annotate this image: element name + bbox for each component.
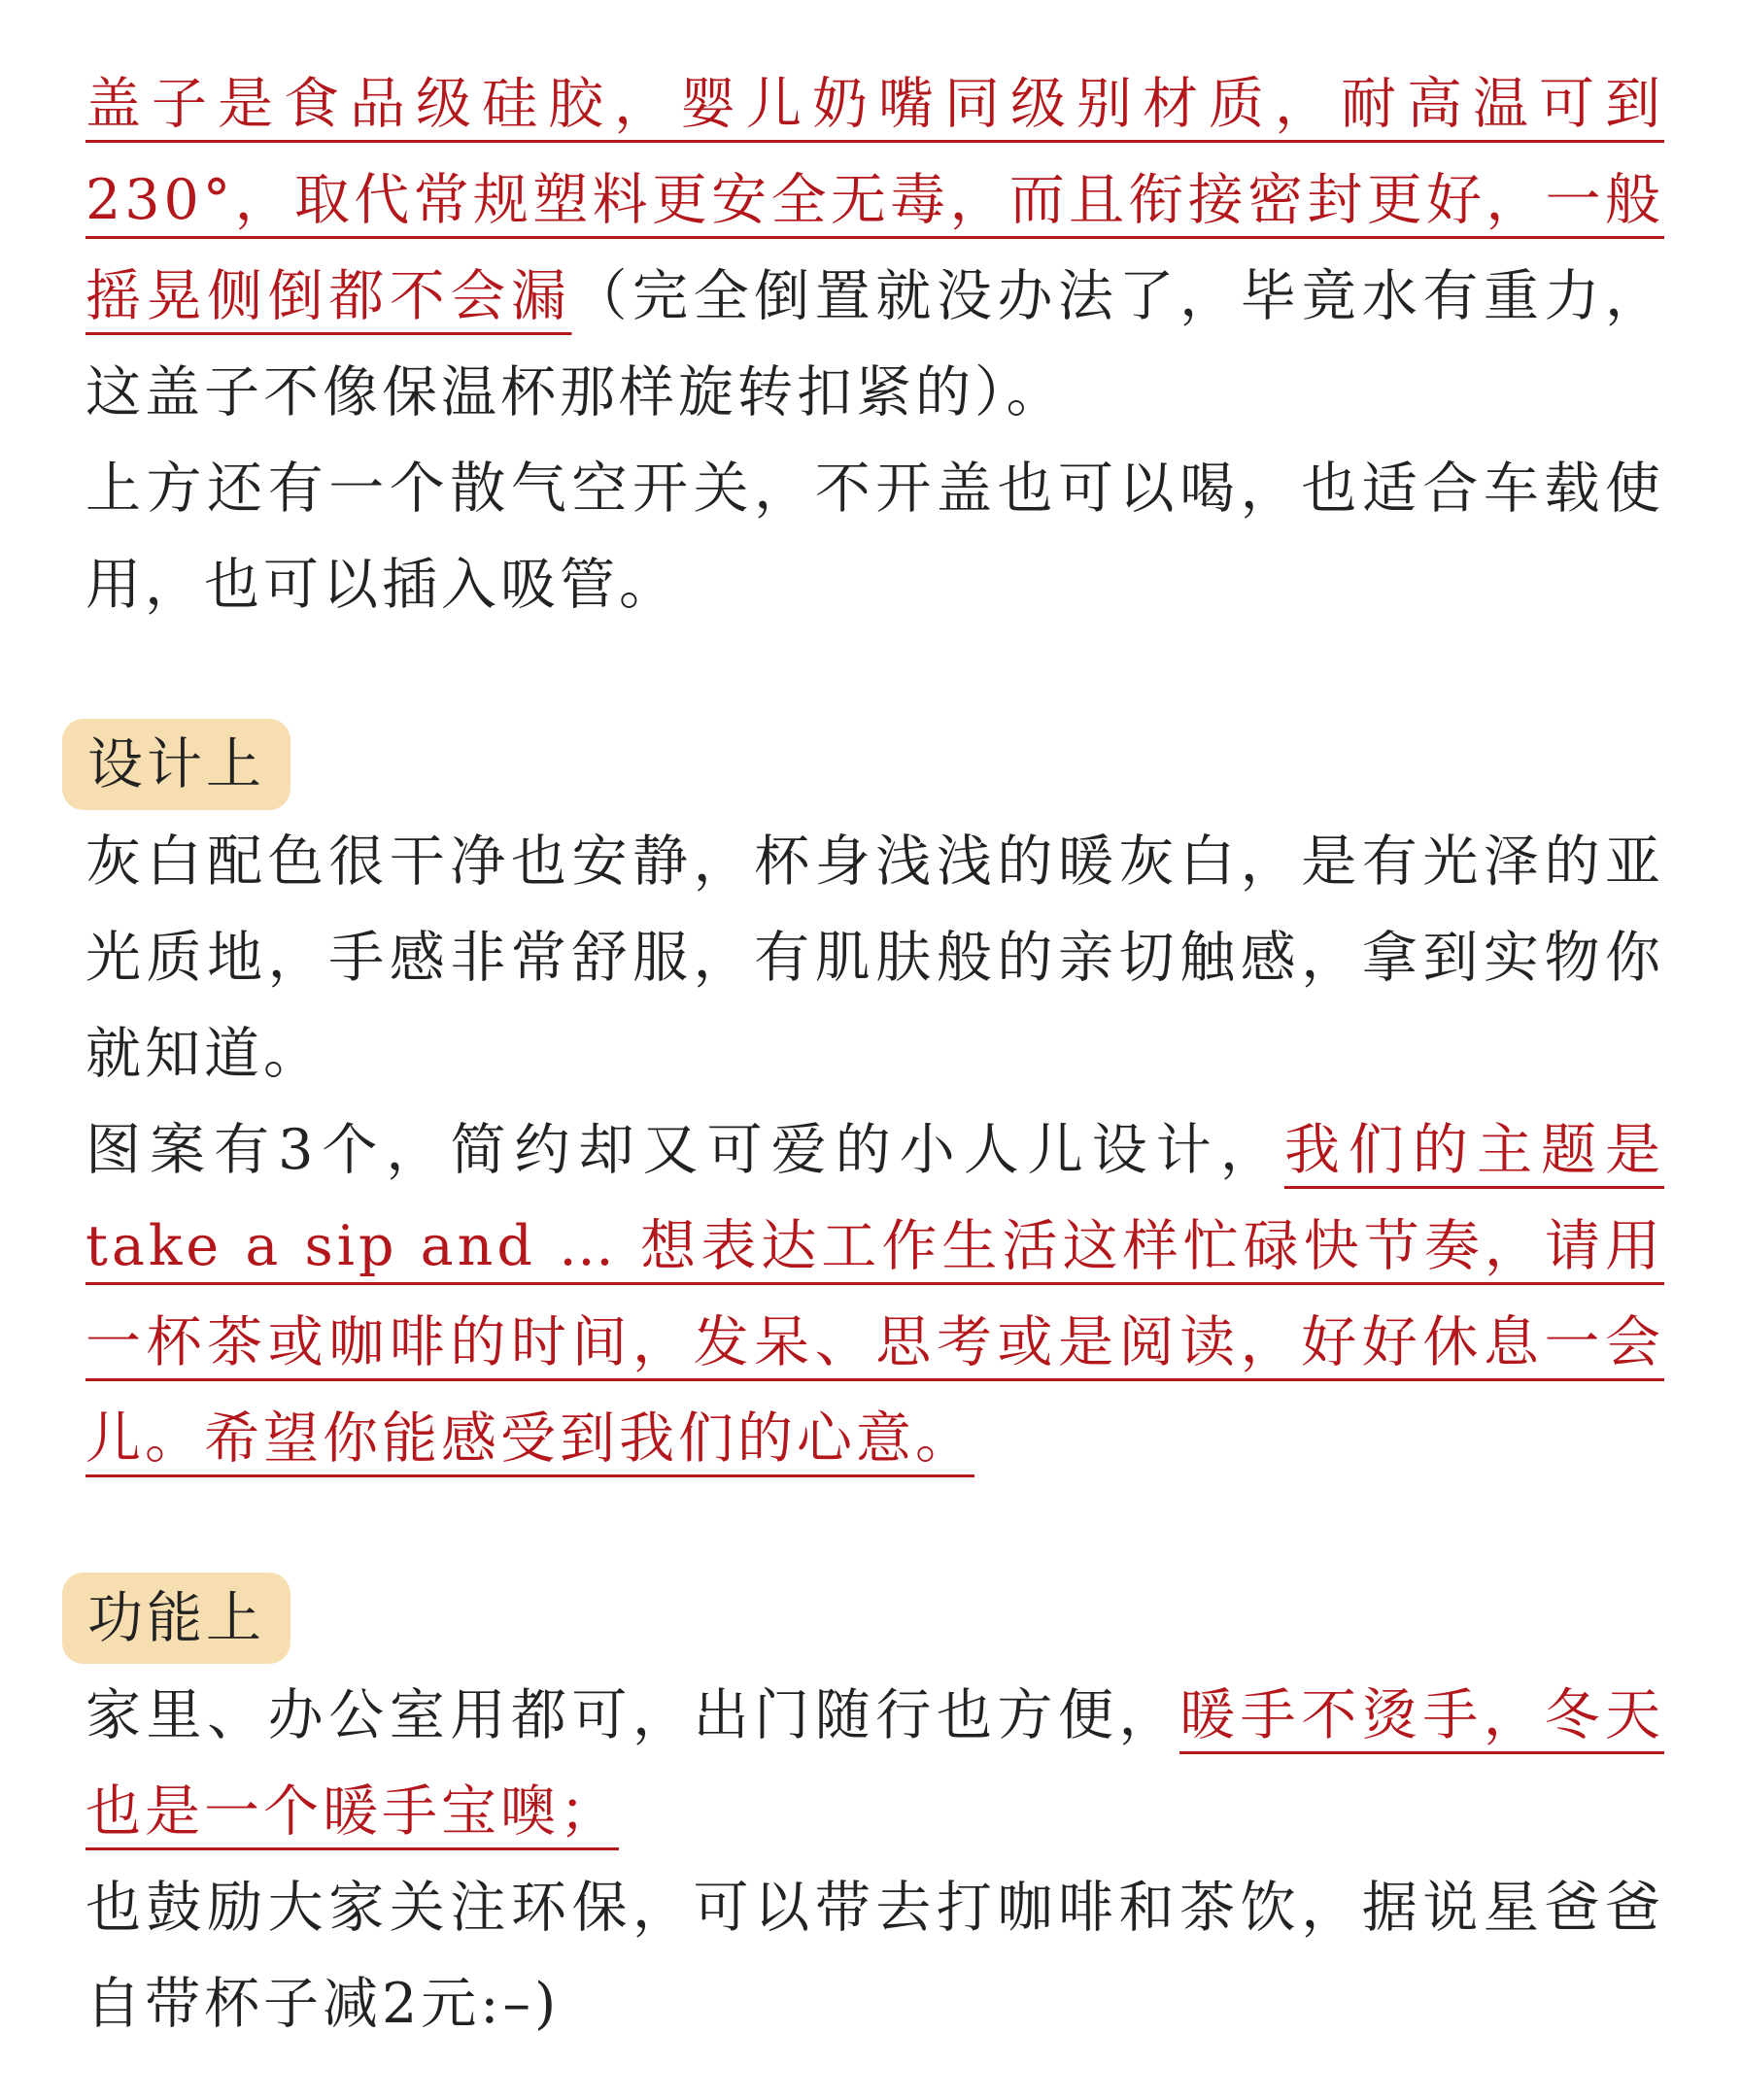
article-body — [85, 56, 1664, 2052]
lid-material-paragraph — [85, 56, 1664, 441]
eco-paragraph: 也鼓励大家关注环保，可以带去打咖啡和茶饮，据说星爸爸自带杯子减2元:–) — [85, 1876, 1664, 2036]
design-pattern-text: 图案有3个，简约却又可爱的小人儿设计， — [85, 1118, 1284, 1182]
design-theme-highlight: 我们的主题是take a sip and … 想表达工作生活这样忙碌快节奏，请用一杯茶或咖啡的时间，发呆、思考或是阅读，好好休息一会儿。希望你能感受到我们的心意。 — [85, 1118, 1665, 1471]
vent-switch-paragraph: 上方还有一个散气空开关，不开盖也可以喝，也适合车载使用，也可以插入吸管。 — [85, 457, 1664, 617]
design-heading: 设计上 — [62, 719, 290, 810]
design-section — [85, 719, 1664, 1487]
lid-material-highlight: 盖子是食品级硅胶，婴儿奶嘴同级别材质，耐高温可到230°，取代常规塑料更安全无毒，而且衔接密封更好，一般摇晃侧倒都不会漏 — [85, 72, 1664, 328]
design-pattern-paragraph — [85, 1102, 1664, 1487]
function-section — [85, 1573, 1664, 2052]
lid-material-note: （完全倒置就没办法了，毕竟水有重力，这盖子不像保温杯那样旋转扣紧的）。 — [85, 264, 1665, 424]
function-usage-text: 家里、办公室用都可，出门随行也方便， — [85, 1683, 1180, 1747]
function-heading: 功能上 — [62, 1573, 290, 1664]
function-warm-highlight: 暖手不烫手，冬天也是一个暖手宝噢； — [85, 1683, 1665, 1844]
design-color-paragraph: 灰白配色很干净也安静，杯身浅浅的暖灰白，是有光泽的亚光质地，手感非常舒服，有肌肤般的亲切触感，拿到实物你就知道。 — [85, 830, 1664, 1086]
function-usage-paragraph — [85, 1668, 1664, 1860]
